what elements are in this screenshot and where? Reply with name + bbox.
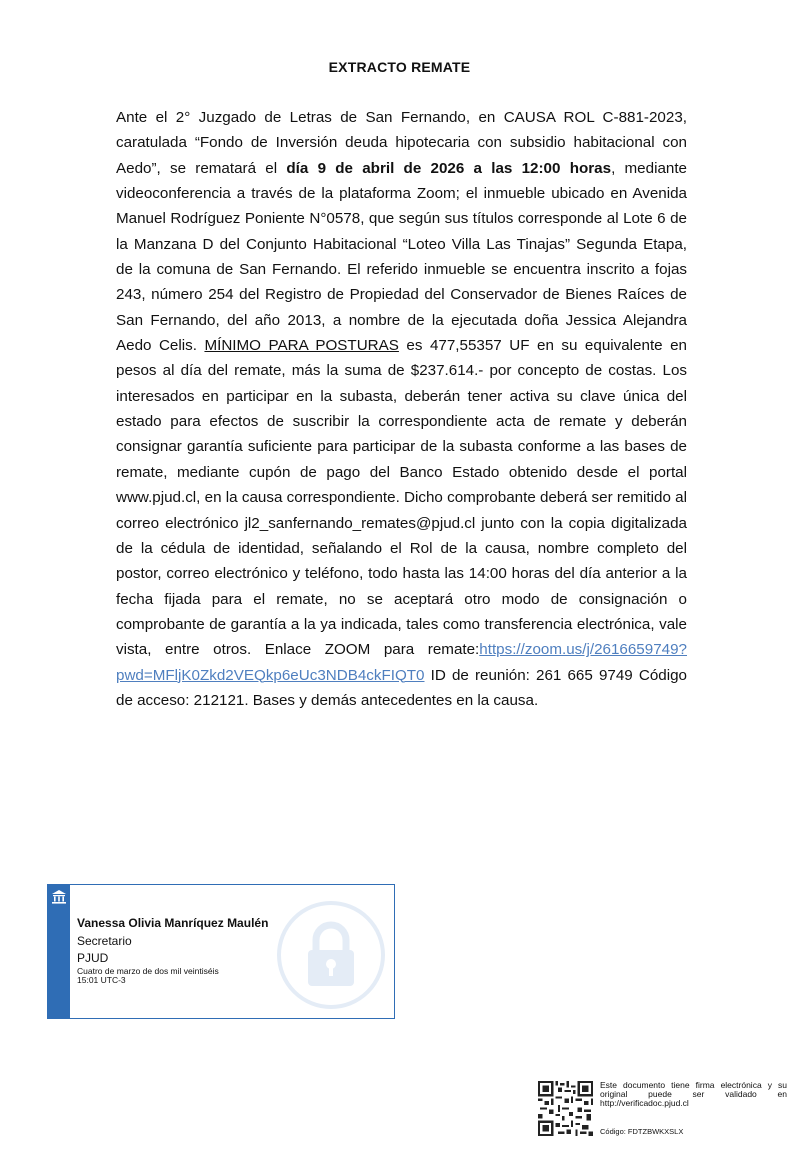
signer-organization: PJUD	[77, 951, 109, 965]
signature-box	[47, 884, 395, 1019]
institution-icon	[51, 889, 67, 905]
body-text-part-2: , mediante videoconferencia a través de la plataforma Zoom; el inmueble ubicado en Avenida Manuel Rodríguez Poniente N°0578, que según sus títulos corresponde al Lote 6 de la Manzana D del Conjunto Habitacional “Loteo Villa Las Tinajas” Segunda Etapa, de la comuna de San Fernando. El referido inmueble se encuentra inscrito a fojas 243, número 254 del Registro de Propiedad del Conservador de Bienes Raíces de San Fernando, del año 2013, a nombre de la ejecutada doña Jessica Alejandra Aedo Celis.	[116, 159, 688, 355]
signer-name: Vanessa Olivia Manríquez Maulén	[77, 916, 269, 930]
body-text-part-4: ID de reunión: 261 665 9749 Código de acceso: 212121. Bases y demás antecedentes en la causa.	[116, 666, 687, 709]
signer-role: Secretario	[77, 934, 132, 948]
verification-code: Código: FDTZBWKXSLX	[600, 1127, 684, 1136]
qr-code-icon	[538, 1081, 593, 1136]
body-text-part-3: es 477,55357 UF en su equivalente en pesos al día del remate, más la suma de $237.614.- por concepto de costas. Los interesados en participar en la subasta, deberán tener activa su clave única del estado para efectos de suscribir la correspondiente acta de remate y deberán consignar garantía suficiente para participar de la subasta conforme a las bases de remate, mediante cupón de pago del Banco Estado obtenido desde el portal www.pjud.cl, en la causa correspondiente. Dicho comprobante deberá ser remitido al correo electrónico jl2_sanfernando_remates@pjud.cl junto con la copia digitalizada de la cédula de identidad, señalando el Rol de la causa, nombre completo del postor, correo electrónico y teléfono, todo hasta las 14:00 horas del día anterior a la fecha fijada para el remate, no se aceptará otro modo de consignación o comprobante de garantía a la ya indicada, tales como transferencia electrónica, vale vista, entre otros. Enlace ZOOM para remate:	[116, 337, 687, 659]
zoom-link[interactable]: https://zoom.us/j/2616659749?pwd=MFljK0Zkd2VEQkp6eUc3NDB4ckFIQT0	[116, 641, 687, 684]
auction-date: día 9 de abril de 2026 a las 12:00 horas	[286, 159, 612, 177]
lock-watermark-icon	[276, 900, 386, 1010]
minimum-bid-heading: MÍNIMO PARA POSTURAS	[204, 337, 399, 355]
signature-date: Cuatro de marzo de dos mil veintiséis	[77, 966, 219, 976]
signature-time: 15:01 UTC-3	[77, 975, 126, 985]
document-body	[116, 105, 687, 713]
document-title: EXTRACTO REMATE	[328, 59, 471, 75]
signature-sidebar	[48, 885, 70, 1018]
verification-notice: Este documento tiene firma electrónica y su original puede ser validado en http://verificadoc.pjud.cl	[600, 1080, 787, 1108]
signature-timestamp	[77, 967, 219, 985]
body-text-part-1: Ante el 2° Juzgado de Letras de San Fernando, en CAUSA ROL C-881-2023, caratulada “Fondo de Inversión deuda hipotecaria con subsidio habitacional con Aedo”, se rematará el	[116, 109, 687, 177]
